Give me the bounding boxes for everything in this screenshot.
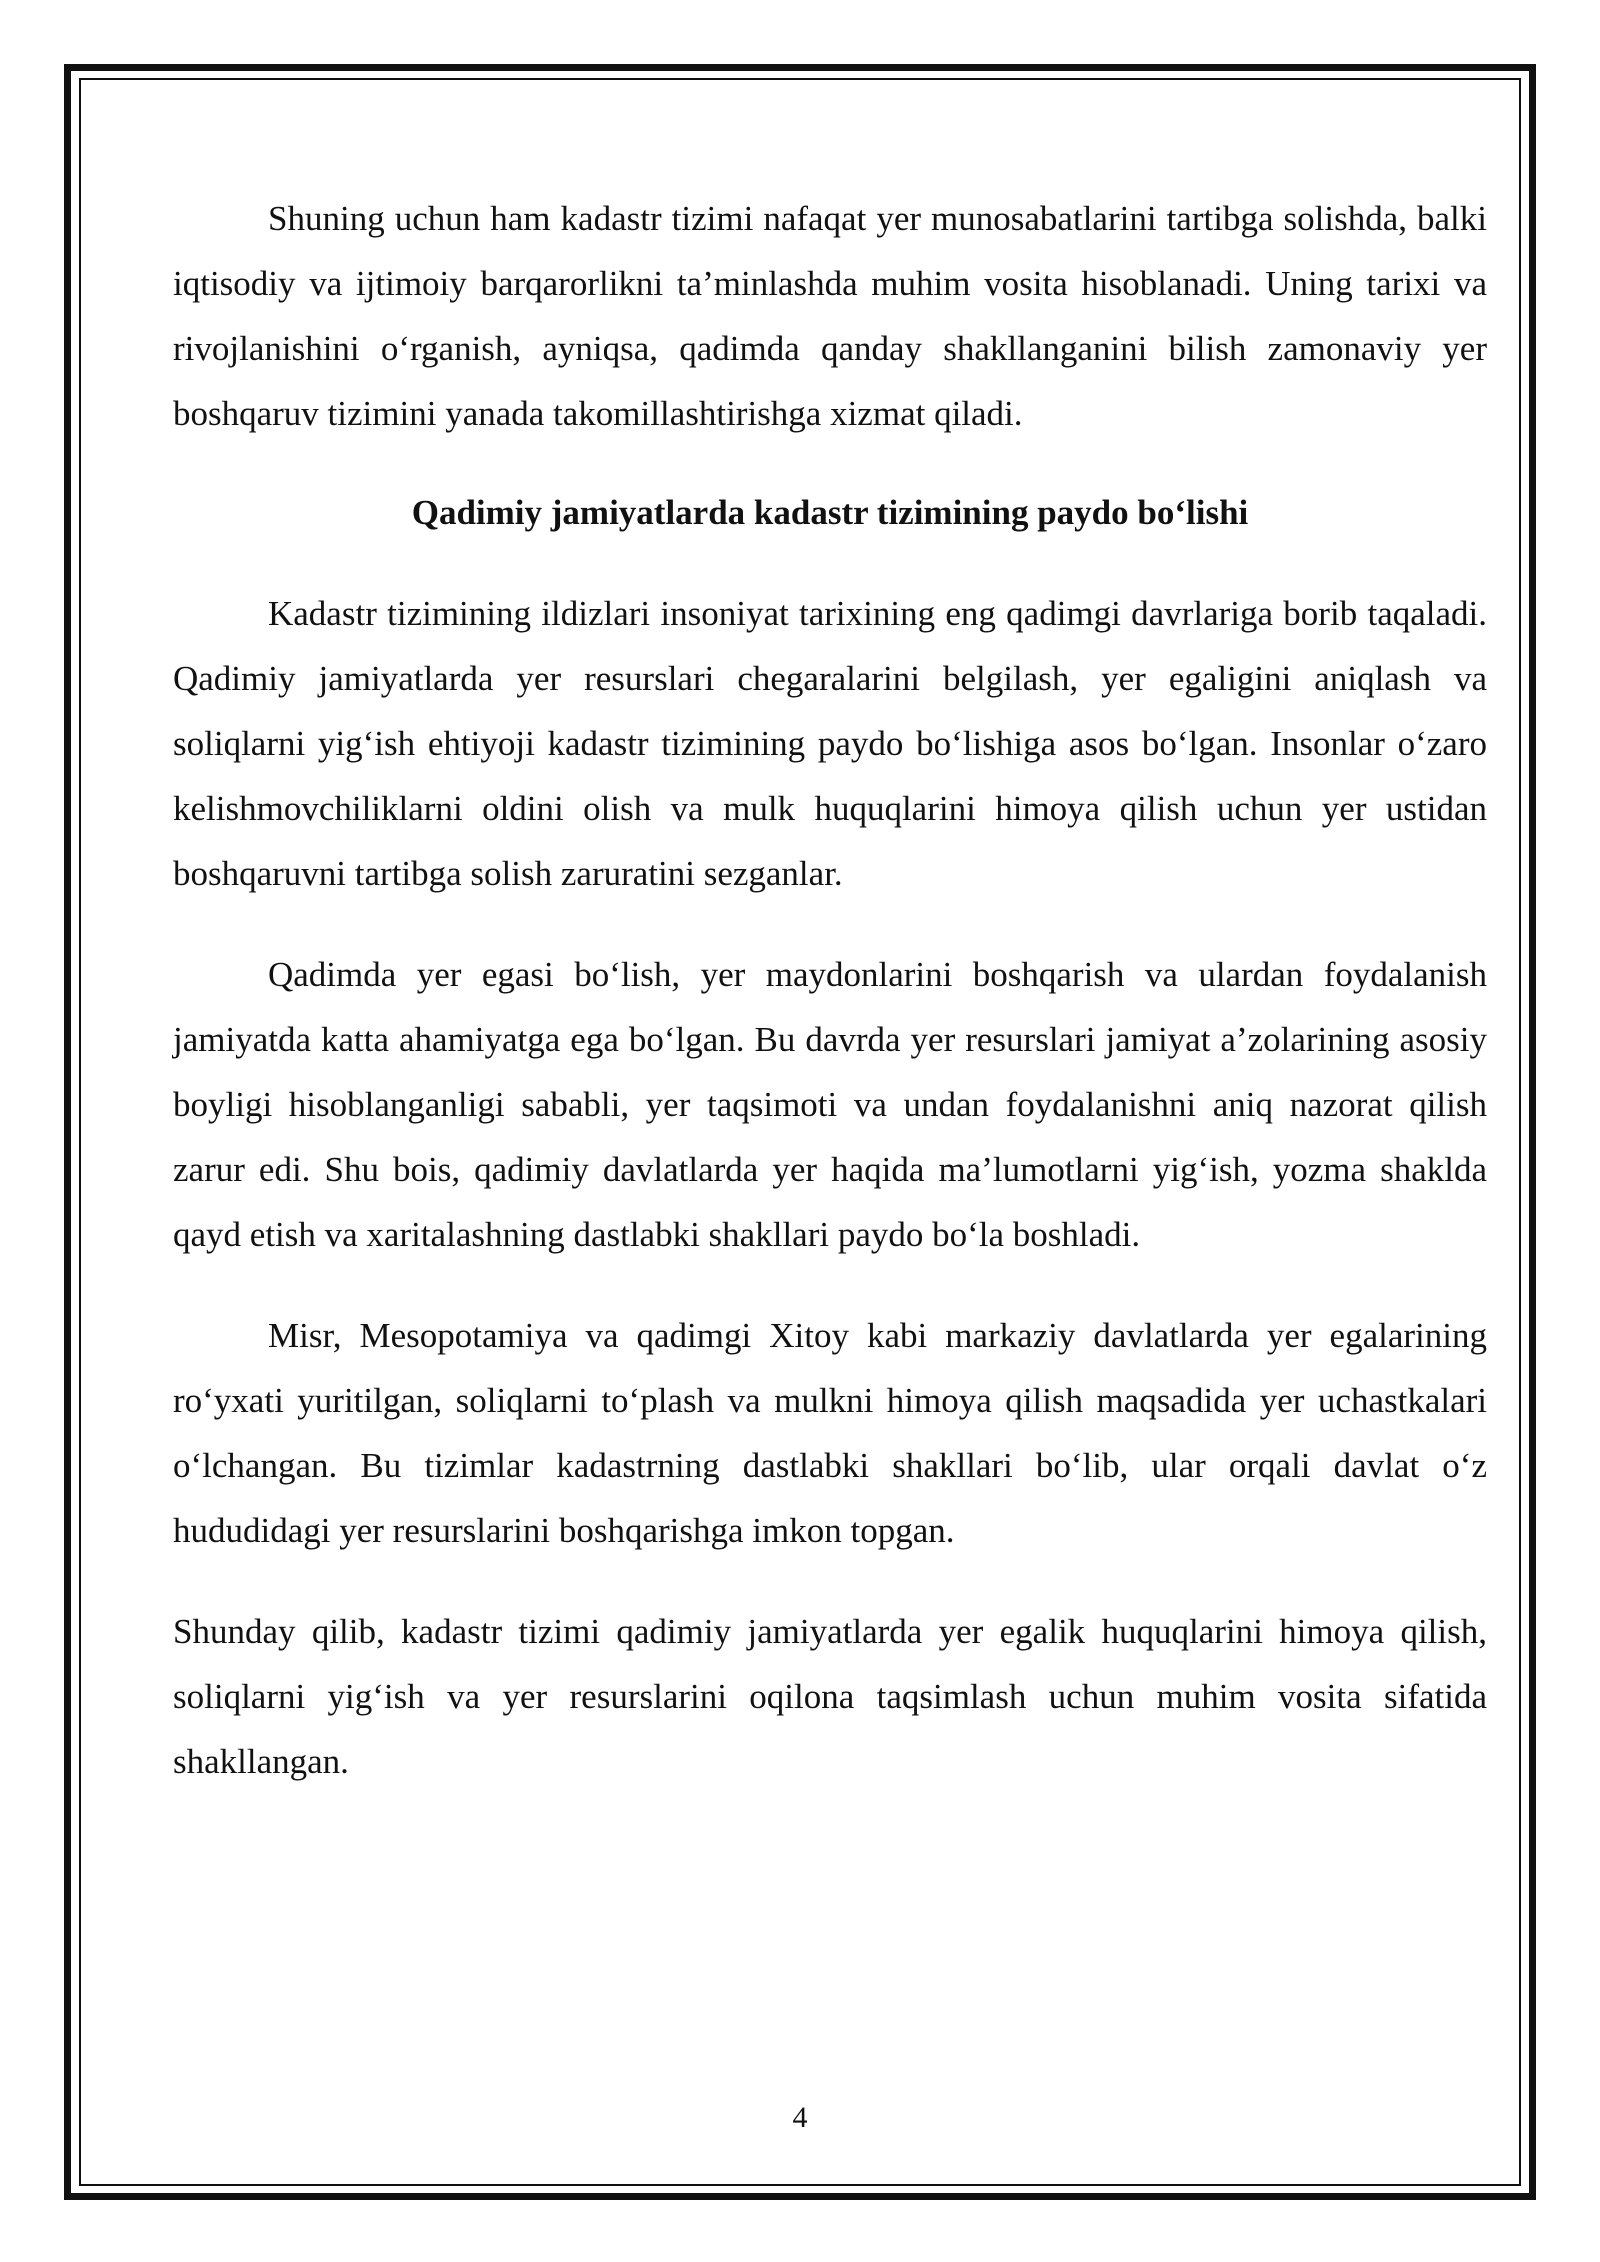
paragraph-4: Shunday qilib, kadastr tizimi qadimiy jamiyatlarda yer egalik huquqlarini himoya qilish, soliqlarni yig‘ish va yer resurslarini oqilona taqsimlash uchun muhim vosita sifatida shakllangan. xyxy=(173,1612,1487,1781)
paragraph-1: Kadastr tizimining ildizlari insoniyat tarixining eng qadimgi davrlariga borib taqaladi. Qadimiy jamiyatlarda yer resurslari chegaralarini belgilash, yer egaligini aniqlash va soliqlarni yig‘ish ehtiyoji kadastr tizimining paydo bo‘lishiga asos bo‘lgan. Insonlar o‘zaro kelishmovchiliklarni oldini olish va mulk huquqlarini himoya qilish uchun yer ustidan boshqaruvni tartibga solish zaruratini sezganlar. xyxy=(173,594,1487,893)
document-body xyxy=(173,186,1487,1794)
paragraph-intro: Shuning uchun ham kadastr tizimi nafaqat yer munosabatlarini tartibga solishda, balki iqtisodiy va ijtimoiy barqarorlikni ta’minlashda muhim vosita hisoblanadi. Uning tarixi va rivojlanishini o‘rganish, ayniqsa, qadimda qanday shakllanganini bilish zamonaviy yer boshqaruv tizimini yanada takomillashtirishga xizmat qiladi. xyxy=(173,199,1487,433)
page-number: 4 xyxy=(792,2101,808,2134)
paragraph-2: Qadimda yer egasi bo‘lish, yer maydonlarini boshqarish va ulardan foydalanish jamiyatda katta ahamiyatga ega bo‘lgan. Bu davrda yer resurslari jamiyat a’zolarining asosiy boyligi hisoblanganligi sababli, yer taqsimoti va undan foydalanishni aniq nazorat qilish zarur edi. Shu bois, qadimiy davlatlarda yer haqida ma’lumotlarni yig‘ish, yozma shaklda qayd etish va xaritalashning dastlabki shakllari paydo bo‘la boshladi. xyxy=(173,955,1487,1254)
paragraph-3: Misr, Mesopotamiya va qadimgi Xitoy kabi markaziy davlatlarda yer egalarining ro‘yxati yuritilgan, soliqlarni to‘plash va mulkni himoya qilish maqsadida yer uchastkalari o‘lchangan. Bu tizimlar kadastrning dastlabki shakllari bo‘lib, ular orqali davlat o‘z hududidagi yer resurslarini boshqarishga imkon topgan. xyxy=(173,1316,1487,1550)
section-heading: Qadimiy jamiyatlarda kadastr tizimining paydo bo‘lishi xyxy=(411,493,1249,532)
